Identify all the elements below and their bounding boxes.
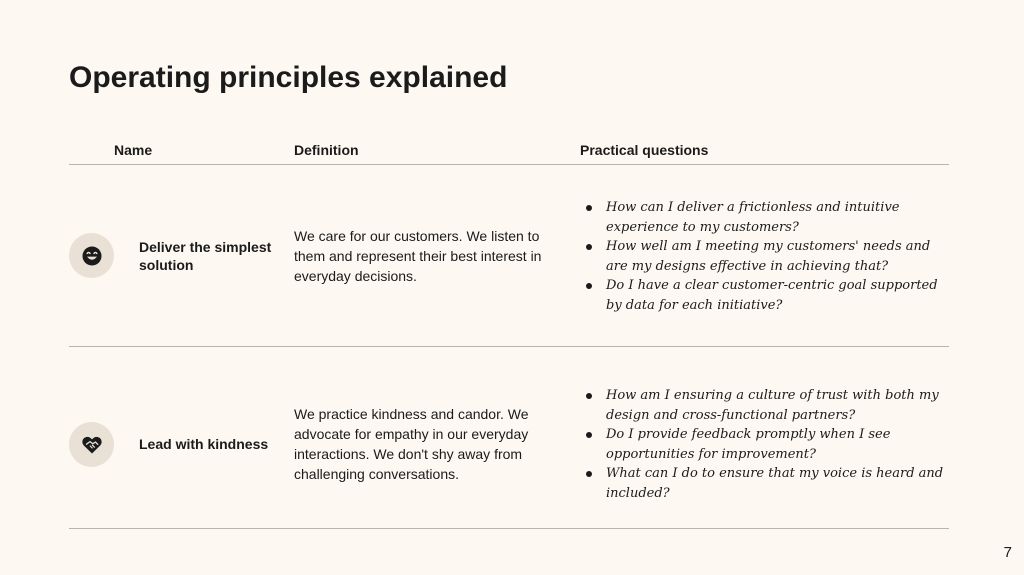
smile-face-icon bbox=[82, 246, 102, 266]
principles-table bbox=[69, 138, 949, 529]
table-row bbox=[69, 347, 949, 529]
list-item: How am I ensuring a culture of trust with both my design and cross-functional partners? bbox=[583, 386, 949, 425]
practical-questions-list bbox=[583, 198, 949, 315]
principle-icon-badge bbox=[69, 422, 114, 467]
list-item: How can I deliver a frictionless and intuitive experience to my customers? bbox=[583, 198, 949, 237]
principle-icon-badge bbox=[69, 233, 114, 278]
list-item: Do I have a clear customer-centric goal supported by data for each initiative? bbox=[583, 276, 949, 315]
heart-handshake-icon bbox=[82, 436, 102, 454]
column-header-name: Name bbox=[114, 142, 153, 158]
column-header-questions: Practical questions bbox=[580, 142, 709, 158]
list-item: How well am I meeting my customers' needs and are my designs effective in achieving that? bbox=[583, 237, 949, 276]
principle-definition: We practice kindness and candor. We advocate for empathy in our everyday interactions. We don't shy away from challenging conversations. bbox=[294, 406, 529, 482]
principle-definition: We care for our customers. We listen to them and represent their best interest in everyday decisions. bbox=[294, 228, 542, 284]
list-item: Do I provide feedback promptly when I see opportunities for improvement? bbox=[583, 425, 949, 464]
table-row bbox=[69, 165, 949, 347]
principle-name: Lead with kindness bbox=[139, 436, 269, 452]
slide-title: Operating principles explained bbox=[69, 61, 508, 94]
list-item: What can I do to ensure that my voice is heard and included? bbox=[583, 464, 949, 503]
principle-name: Deliver the simplest solution bbox=[139, 239, 272, 273]
page-number: 7 bbox=[1003, 544, 1012, 561]
column-header-definition: Definition bbox=[294, 142, 359, 158]
practical-questions-list bbox=[583, 386, 949, 503]
table-header bbox=[69, 138, 949, 165]
